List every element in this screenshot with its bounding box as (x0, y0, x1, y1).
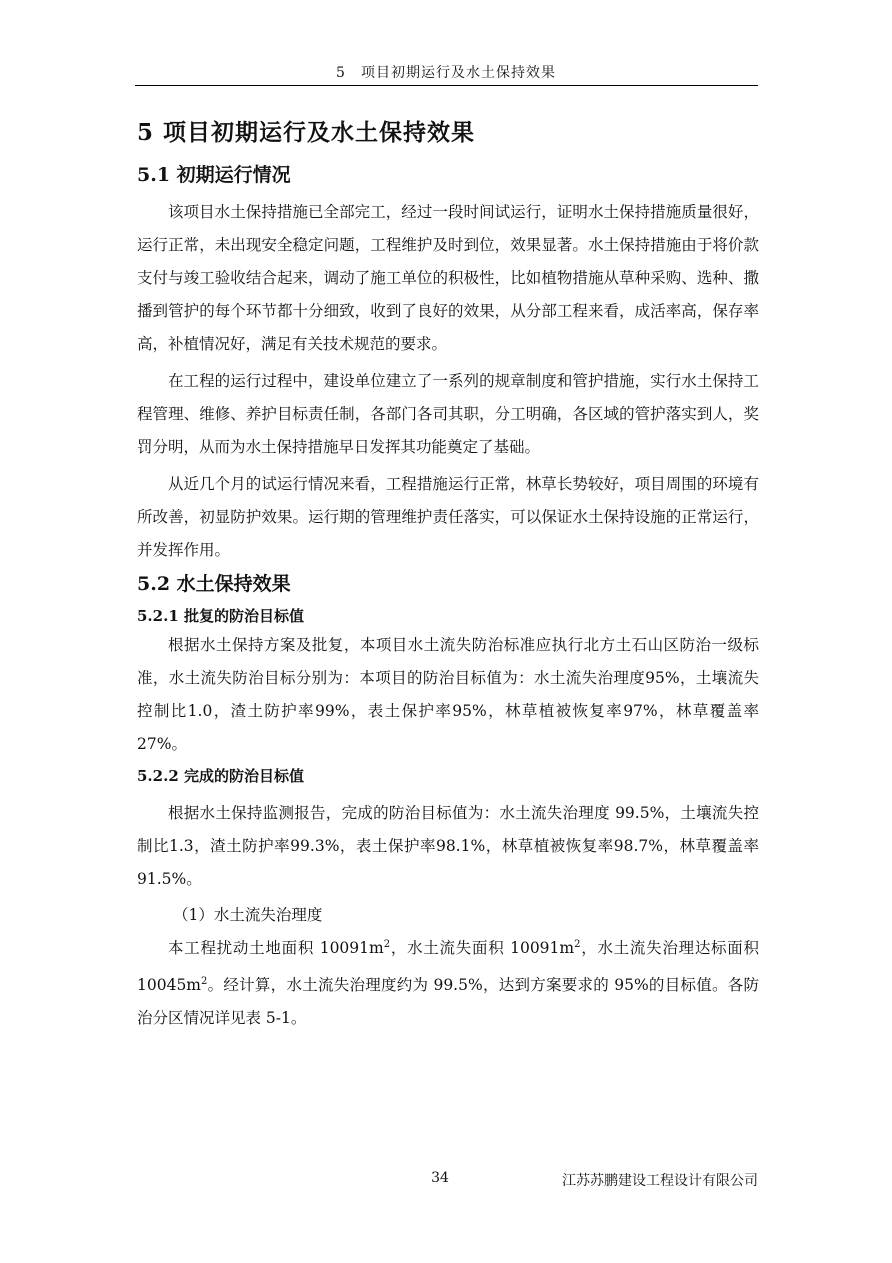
section-5-2-1-paragraph: 根据水土保持方案及批复，本项目水土流失防治标准应执行北方土石山区防治一级标准，水土流失防治目标分别为：本项目的防治目标值为：水土流失治理度95%，土壤流失控制比1.0，渣土防护率99%，表土保护率95%，林草植被恢复率97%，林草覆盖率27%。 (137, 636, 759, 753)
header-rule (135, 85, 758, 86)
section-5-2-2-paragraph: 根据水土保持监测报告，完成的防治目标值为：水土流失治理度 99.5%，土壤流失控制比1.3，渣土防护率99.3%，表土保护率98.1%，林草植被恢复率98.7%，林草覆盖率91.5%。 (137, 804, 759, 888)
running-header: 5 项目初期运行及水土保持效果 (336, 65, 556, 81)
item-1-paragraph (137, 928, 759, 1035)
item-1-text-c: ，水土流失治理达标面积 10045m (137, 939, 760, 995)
item-1-label: （1）水土流失治理度 (173, 906, 323, 924)
item-1-sup-b: 2 (574, 939, 581, 950)
page-content (137, 118, 759, 1039)
section-5-1-paragraph-3: 从近几个月的试运行情况来看，工程措施运行正常，林草长势较好，项目周围的环境有所改善，初显防护效果。运行期的管理维护责任落实，可以保证水土保持设施的正常运行，并发挥作用。 (137, 475, 759, 559)
section-5-2-1-title: 5.2.1 批复的防治目标值 (137, 607, 304, 625)
item-1-text-b: ，水土流失面积 10091m (390, 939, 575, 958)
item-1-text-a: 本工程扰动土地面积 10091m (168, 939, 384, 958)
section-5-1-paragraph-1: 该项目水土保持措施已全部完工，经过一段时间试运行，证明水土保持措施质量很好，运行正常，未出现安全稳定问题，工程维护及时到位，效果显著。水土保持措施由于将价款支付与竣工验收结合起来，调动了施工单位的积极性，比如植物措施从草种采购、选种、撒播到管护的每个环节都十分细致，收到了良好的效果，从分部工程来看，成活率高，保存率高，补植情况好，满足有关技术规范的要求。 (137, 203, 759, 353)
section-5-2-2-title: 5.2.2 完成的防治目标值 (137, 767, 304, 785)
section-5-2-title: 5.2 水土保持效果 (137, 573, 291, 595)
section-5-1-paragraph-2: 在工程的运行过程中，建设单位建立了一系列的规章制度和管护措施，实行水土保持工程管理、维修、养护目标责任制，各部门各司其职，分工明确，各区域的管护落实到人，奖罚分明，从而为水土保持措施早日发挥其功能奠定了基础。 (137, 372, 759, 456)
item-1-sup-a: 2 (383, 939, 391, 950)
section-5-1-title: 5.1 初期运行情况 (137, 164, 291, 186)
item-1-text-d: 。经计算，水土流失治理度约为 99.5%，达到方案要求的 95%的目标值。各防治分区情况详见表 5-1。 (137, 976, 759, 1028)
footer-company: 江苏苏鹏建设工程设计有限公司 (562, 1173, 758, 1189)
item-1-sup-c: 2 (201, 976, 208, 988)
chapter-title: 5 项目初期运行及水土保持效果 (137, 119, 476, 146)
page-number: 34 (431, 1170, 449, 1186)
